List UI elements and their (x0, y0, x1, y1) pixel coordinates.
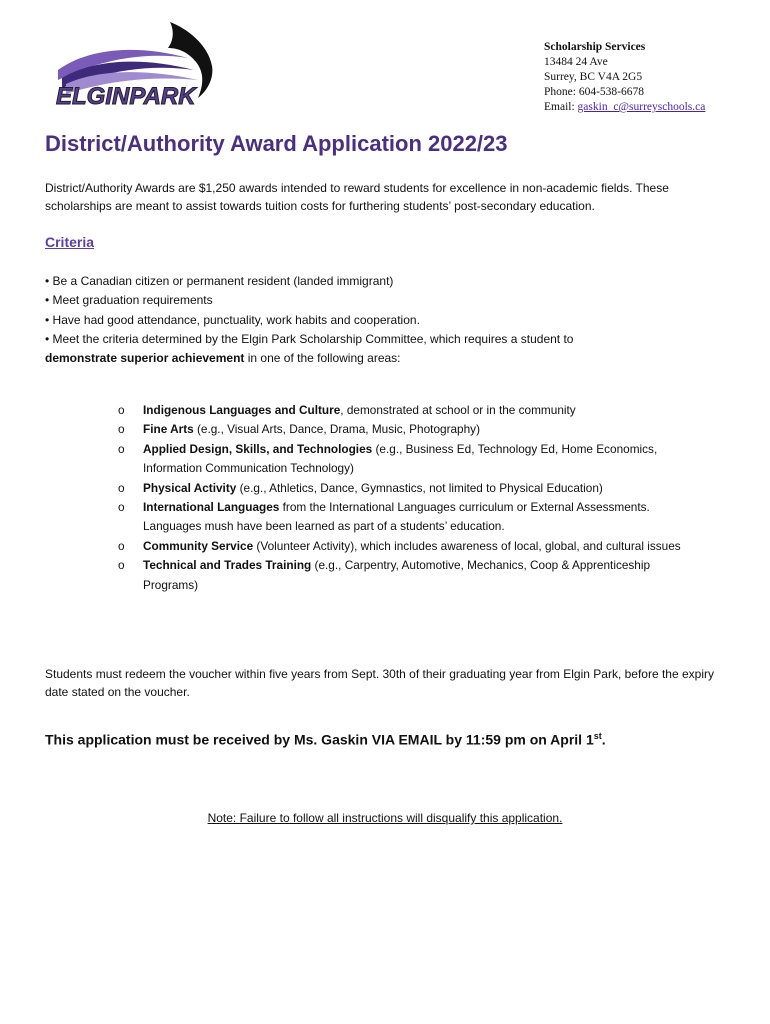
logo-wordmark: ELGINPARK (56, 83, 196, 110)
bullet-icon: o (118, 480, 125, 495)
criteria-item-last-prefix: Meet the criteria determined by the Elgin Park Scholarship Committee, which requires a student to (52, 331, 574, 346)
contact-block (544, 40, 705, 115)
deadline-text: This application must be received by Ms. Gaskin VIA EMAIL by 11:59 pm on April 1 (45, 731, 594, 748)
criteria-item-last-bold: demonstrate superior achievement (45, 351, 245, 366)
area-name: Fine Arts (143, 422, 194, 437)
page-title: District/Authority Award Application 2022/23 (45, 131, 508, 156)
criteria-item-last-suffix: in one of the following areas: (244, 351, 401, 366)
area-name: International Languages (143, 500, 280, 515)
contact-address-line1: 13484 24 Ave (544, 56, 608, 68)
deadline-ordinal: st (593, 731, 602, 741)
area-item (118, 537, 698, 556)
contact-email-link[interactable]: gaskin_c@surreyschools.ca (577, 101, 706, 113)
area-item (118, 401, 698, 420)
contact-address-line2: Surrey, BC V4A 2G5 (544, 71, 643, 83)
area-item (118, 498, 698, 537)
area-name: Physical Activity (143, 480, 237, 495)
area-description: (e.g., Business Ed, Technology Ed, Home Economics, Information Communication Technology) (143, 441, 658, 476)
area-description: , demonstrated at school or in the community (340, 403, 576, 417)
voucher-paragraph: Students must redeem the voucher within five years from Sept. 30th of their graduating year from Elgin Park, before the expiry date stated on the voucher. (45, 667, 714, 699)
area-description: (e.g., Athletics, Dance, Gymnastics, not limited to Physical Education) (236, 480, 603, 495)
bullet-icon: o (118, 422, 125, 437)
area-name: Community Service (143, 538, 254, 553)
criteria-list (45, 272, 735, 368)
criteria-item: • Be a Canadian citizen or permanent resident (landed immigrant) (45, 272, 735, 291)
achievement-areas-list (118, 401, 698, 595)
bullet-icon: o (118, 441, 125, 456)
area-item (118, 420, 698, 439)
contact-email-label: Email: (544, 101, 578, 113)
contact-org: Scholarship Services (544, 41, 646, 53)
contact-email-row (544, 100, 705, 115)
disqualify-note: Note: Failure to follow all instructions will disqualify this application. (207, 811, 563, 825)
intro-paragraph: District/Authority Awards are $1,250 awards intended to reward students for excellence in non-academic fields. These scholarships are meant to assist towards tuition costs for furthering students’ post-secondary education. (45, 181, 669, 213)
criteria-item: • Have had good attendance, punctuality, work habits and cooperation. (45, 311, 735, 330)
area-item (118, 479, 698, 498)
contact-phone: Phone: 604-538-6678 (544, 86, 644, 98)
bullet-icon: o (118, 558, 125, 573)
area-description: (Volunteer Activity), which includes awareness of local, global, and cultural issues (253, 538, 681, 553)
area-name: Technical and Trades Training (143, 558, 312, 573)
bullet-icon: o (118, 538, 125, 553)
area-name: Applied Design, Skills, and Technologies (143, 441, 373, 456)
area-item (118, 556, 698, 595)
criteria-item-last (45, 330, 735, 369)
deadline-statement (45, 731, 606, 748)
area-item (118, 440, 698, 479)
deadline-end: . (601, 731, 606, 748)
criteria-item: • Meet graduation requirements (45, 291, 735, 310)
area-description: (e.g., Visual Arts, Dance, Drama, Music, Photography) (193, 422, 481, 437)
criteria-heading: Criteria (45, 234, 95, 250)
elgin-park-logo (48, 18, 218, 110)
bullet-icon: o (118, 403, 125, 417)
area-name: Indigenous Languages and Culture (143, 403, 341, 417)
area-description: from the International Languages curriculum or External Assessments. Languages mush have been learned as part of a students’ education. (143, 500, 650, 534)
area-description: (e.g., Carpentry, Automotive, Mechanics, Coop & Apprenticeship Programs) (143, 558, 651, 592)
bullet-icon: o (118, 500, 125, 515)
